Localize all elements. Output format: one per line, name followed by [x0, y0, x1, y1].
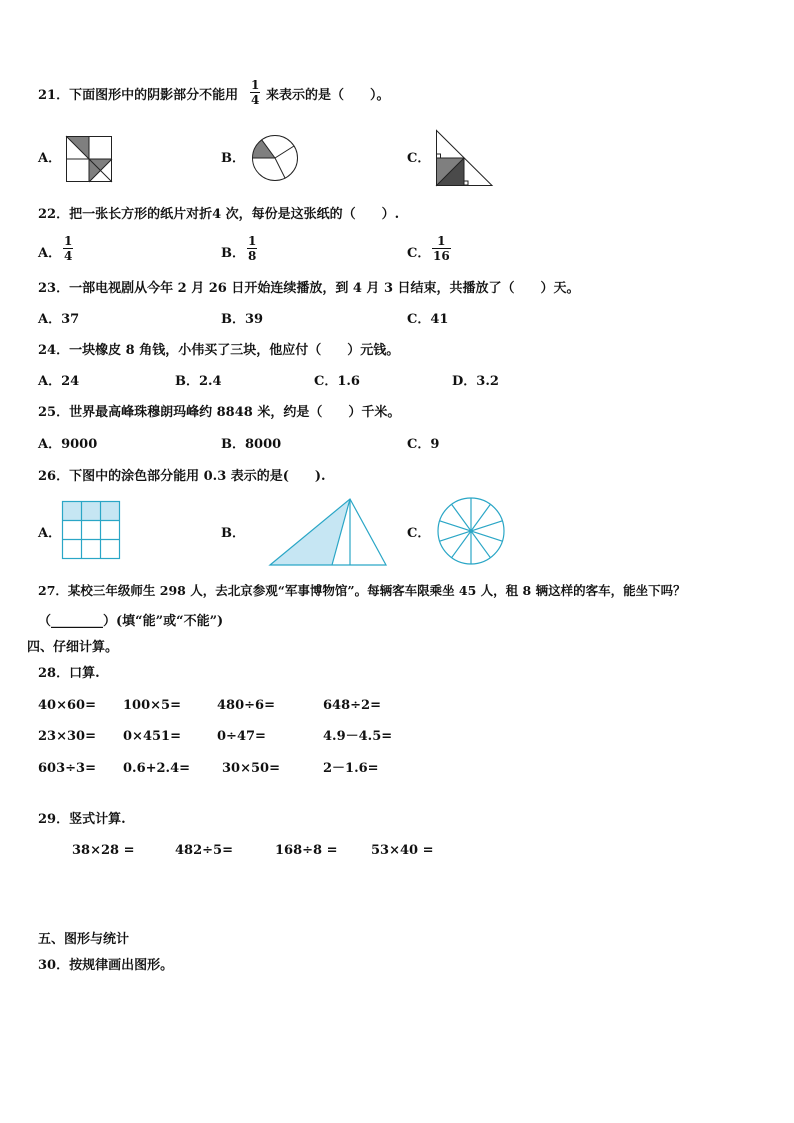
q26-a-grid-figure	[62, 501, 120, 559]
q23-option-c[interactable]: C．41	[407, 312, 449, 327]
q24-option-b[interactable]: B．2.4	[175, 374, 222, 389]
q27-line1: 27．某校三年级师生 298 人，去北京参观“军事博物馆”。每辆客车限乘坐 45 人，租 8 辆这样的客车，能坐下吗？	[38, 583, 686, 598]
q24-option-a[interactable]: A．24	[38, 374, 80, 389]
q28-item: 480÷6=	[217, 698, 275, 713]
q25-option-a[interactable]: A．9000	[38, 437, 98, 452]
q21-option-a-label[interactable]: A．	[38, 151, 62, 166]
q29-item: 53×40 =	[371, 843, 434, 858]
q24-option-c[interactable]: C．1.6	[314, 374, 360, 389]
q26-b-triangle-figure	[268, 497, 388, 567]
q28-item: 0×451=	[123, 729, 181, 744]
q21-a-square-figure	[66, 136, 112, 182]
q28-item: 648÷2=	[323, 698, 381, 713]
q28-item: 0÷47=	[217, 729, 266, 744]
q22-option-c-fraction[interactable]	[432, 234, 451, 263]
q26-option-b-label[interactable]: B．	[221, 526, 245, 541]
q21-option-b-label[interactable]: B．	[221, 151, 245, 166]
q22-option-a-fraction[interactable]	[63, 234, 73, 263]
q26-c-circle-figure	[437, 497, 505, 565]
section4-title: 四、仔细计算。	[27, 640, 119, 655]
q24-option-d[interactable]: D．3.2	[452, 374, 499, 389]
q29-title: 29．竖式计算.	[38, 812, 126, 827]
q22-option-b-label[interactable]: B．	[221, 246, 245, 261]
q21-prefix: 21．下面图形中的阴影部分不能用	[38, 88, 239, 103]
q26-a-shaded-row	[62, 501, 119, 520]
q22-a-num: 1	[64, 234, 73, 248]
q22-c-num: 1	[437, 234, 446, 248]
q28-item: 603÷3=	[38, 761, 96, 776]
q28-item: 100×5=	[123, 698, 181, 713]
q22-b-den: 8	[248, 249, 257, 263]
q22-option-c-label[interactable]: C．	[407, 246, 431, 261]
q29-item: 38×28 =	[72, 843, 135, 858]
q21-frac-den: 4	[251, 93, 260, 107]
q26-text: 26．下图中的涂色部分能用 0.3 表示的是( ).	[38, 469, 326, 484]
q27-line2[interactable]: （________）(填“能”或“不能”)	[38, 614, 224, 629]
q23-option-b[interactable]: B．39	[221, 312, 264, 327]
q21-option-c-label[interactable]: C．	[407, 151, 431, 166]
q24-text: 24．一块橡皮 8 角钱，小伟买了三块，他应付（ ）元钱。	[38, 343, 400, 358]
q29-item: 168÷8 =	[275, 843, 338, 858]
q26-option-c-label[interactable]: C．	[407, 526, 431, 541]
q25-option-b[interactable]: B．8000	[221, 437, 282, 452]
q28-title: 28．口算.	[38, 666, 100, 681]
q28-item: 30×50=	[222, 761, 280, 776]
q28-item: 0.6+2.4=	[123, 761, 191, 776]
q28-item: 23×30=	[38, 729, 96, 744]
q25-option-c[interactable]: C．9	[407, 437, 440, 452]
q21-b-circle-figure	[252, 135, 298, 181]
q30-title: 30．按规律画出图形。	[38, 958, 174, 973]
q21-c-triangle-figure	[436, 130, 494, 186]
q26-option-a-label[interactable]: A．	[38, 526, 62, 541]
q22-b-num: 1	[248, 234, 257, 248]
q28-item: 2－1.6=	[323, 761, 379, 776]
q21-fraction	[250, 78, 260, 107]
q29-item: 482÷5=	[175, 843, 233, 858]
q22-option-b-fraction[interactable]	[247, 234, 257, 263]
q22-c-den: 16	[433, 249, 450, 263]
section5-title: 五、图形与统计	[38, 932, 130, 947]
q22-option-a-label[interactable]: A．	[38, 246, 62, 261]
q22-a-den: 4	[64, 249, 73, 263]
q23-text: 23．一部电视剧从今年 2 月 26 日开始连续播放，到 4 月 3 日结束，共播放了（ ）天。	[38, 281, 580, 296]
q21-suffix: 来表示的是（ ）。	[266, 88, 390, 103]
q28-item: 4.9－4.5=	[323, 729, 393, 744]
q22-text: 22．把一张长方形的纸片对折4 次，每份是这张纸的（ ）.	[38, 207, 400, 222]
q25-text: 25．世界最高峰珠穆朗玛峰约 8848 米，约是（ ）千米。	[38, 405, 401, 420]
q28-item: 40×60=	[38, 698, 96, 713]
q23-option-a[interactable]: A．37	[38, 312, 80, 327]
q21-frac-num: 1	[251, 78, 260, 92]
